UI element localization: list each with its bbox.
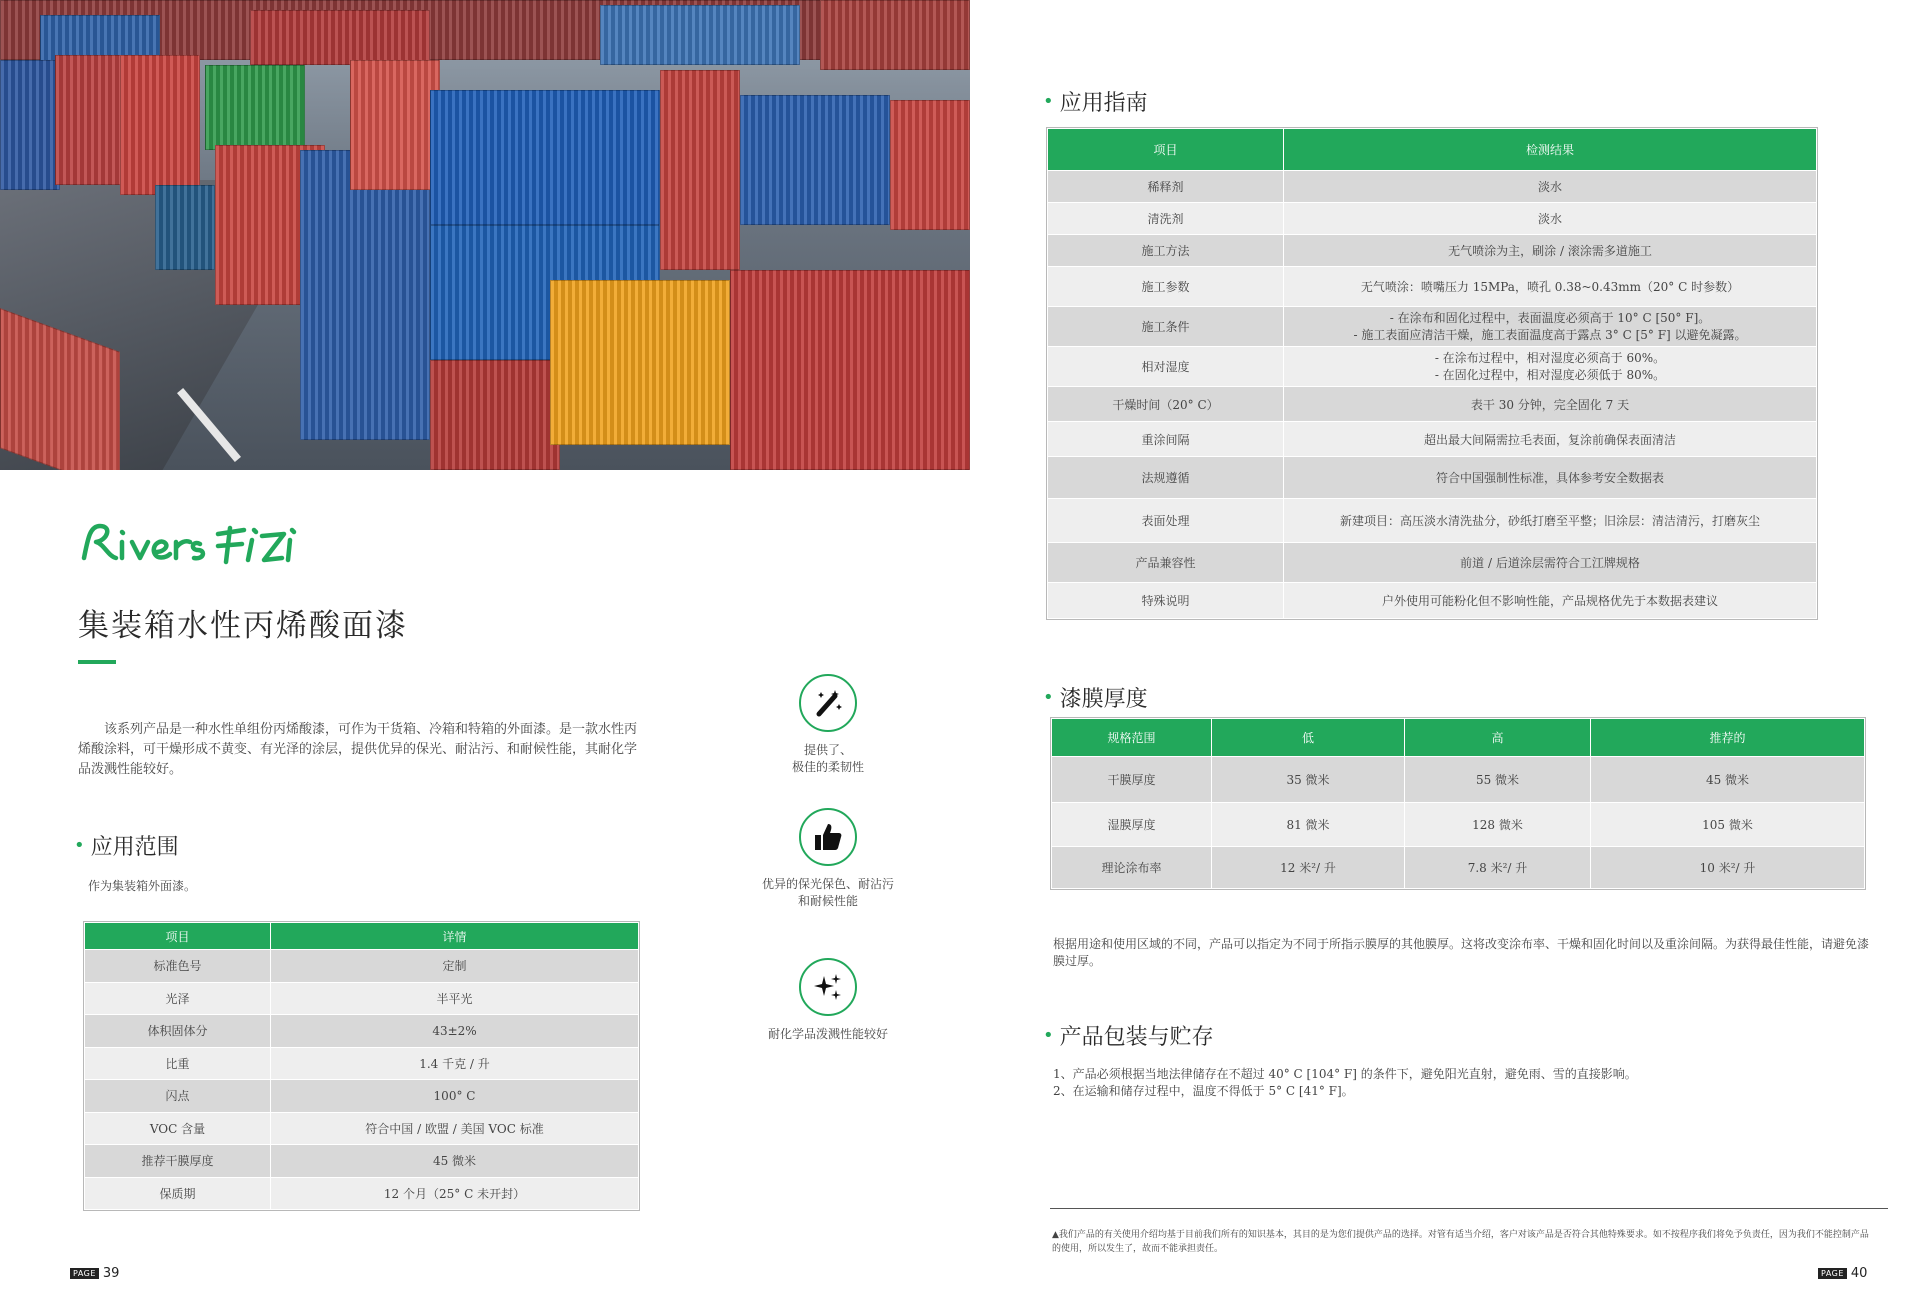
guide-cell: 新建项目：高压淡水清洗盐分，砂纸打磨至平整；旧涂层：清洁清污，打磨灰尘 <box>1284 499 1817 543</box>
rivers-fix-logo <box>78 518 318 570</box>
guide-cell: - 在涂布和固化过程中，表面温度必须高于 10° C [50° F]。 - 施工表面应清洁干燥，施工表面温度高于露点 3° C [5° F] 以避免凝露。 <box>1284 307 1817 347</box>
guide-cell: 稀释剂 <box>1048 171 1284 203</box>
thickness-header: 低 <box>1212 719 1405 757</box>
guide-cell: 前道 / 后道涂层需符合工江牌规格 <box>1284 543 1817 583</box>
guide-cell: 符合中国强制性标准，具体参考安全数据表 <box>1284 457 1817 499</box>
guide-cell: 施工方法 <box>1048 235 1284 267</box>
guide-cell: 施工参数 <box>1048 267 1284 307</box>
scope-cell: 45 微米 <box>271 1145 639 1178</box>
product-intro <box>78 720 638 780</box>
guide-cell: 法规遵循 <box>1048 457 1284 499</box>
feature-flexibility <box>743 674 913 776</box>
guide-cell: 无气喷涂为主，刷涂 / 滚涂需多道施工 <box>1284 235 1817 267</box>
feature-label: 提供了、 <box>803 743 852 757</box>
packaging-text <box>1053 1066 1873 1100</box>
intro-paragraph: 该系列产品是一种水性单组份丙烯酸漆，可作为干货箱、冷箱和特箱的外面漆。是一款水性丙烯酸涂料，可干燥形成不黄变、有光泽的涂层，提供优异的保光、耐沾污、和耐候性能，其耐化学品泼溅性能较好。 <box>78 722 638 777</box>
guide-cell: 干燥时间（20° C） <box>1048 387 1284 422</box>
page-tag: PAGE <box>70 1268 99 1279</box>
page-number-left <box>70 1266 119 1281</box>
feature-label: 优异的保光保色、耐沾污 <box>761 877 894 891</box>
feature-label: 耐化学品泼溅性能较好 <box>767 1027 888 1041</box>
guide-cell: 户外使用可能粉化但不影响性能，产品规格优先于本数据表建议 <box>1284 583 1817 619</box>
scope-cell: 比重 <box>85 1047 271 1080</box>
scope-header-detail: 详情 <box>271 923 639 950</box>
scope-cell: 推荐干膜厚度 <box>85 1145 271 1178</box>
page-number-right <box>1818 1266 1867 1281</box>
thickness-note: 根据用途和使用区域的不同，产品可以指定为不同于所指示膜厚的其他膜厚。这将改变涂布率、干燥和固化时间以及重涂间隔。为获得最佳性能，请避免漆膜过厚。 <box>1053 937 1870 968</box>
guide-cell: - 在涂布过程中，相对湿度必须高于 60%。 - 在固化过程中，相对湿度必须低于 80%。 <box>1284 347 1817 387</box>
scope-cell: 光泽 <box>85 982 271 1015</box>
scope-cell: 闪点 <box>85 1080 271 1113</box>
guide-cell: 清洗剂 <box>1048 203 1284 235</box>
guide-cell: 超出最大间隔需拉毛表面，复涂前确保表面清洁 <box>1284 422 1817 457</box>
thickness-heading: • 漆膜厚度 <box>1043 682 1148 713</box>
page-number: 39 <box>102 1266 120 1281</box>
application-guide-table <box>1047 128 1817 619</box>
thickness-cell: 35 微米 <box>1212 757 1405 803</box>
guide-cell: 重涂间隔 <box>1048 422 1284 457</box>
packaging-heading: • 产品包装与贮存 <box>1043 1020 1214 1051</box>
thumbs-up-icon <box>799 808 857 866</box>
thickness-cell: 7.8 米²/ 升 <box>1405 847 1591 889</box>
scope-cell: 半平光 <box>271 982 639 1015</box>
guide-cell: 表干 30 分钟，完全固化 7 天 <box>1284 387 1817 422</box>
scope-cell: 体积固体分 <box>85 1015 271 1048</box>
guide-cell: 相对湿度 <box>1048 347 1284 387</box>
page-number: 40 <box>1850 1266 1868 1281</box>
film-thickness-table <box>1051 718 1865 889</box>
scope-table <box>84 922 639 1210</box>
footer-divider <box>1050 1208 1888 1209</box>
disclaimer: ▲我们产品的有关使用介绍均基于目前我们所有的知识基本，其目的是为您们提供产品的选择。对管有适当介绍，客户对该产品是否符合其他特殊要求。如不按程序我们将免予负责任，因为我们不能控制产品的使用，所以发生了，故而不能承担责任。 <box>1052 1230 1869 1254</box>
thickness-cell: 128 微米 <box>1405 803 1591 847</box>
guide-cell: 特殊说明 <box>1048 583 1284 619</box>
packaging-line: 2、在运输和储存过程中，温度不得低于 5° C [41° F]。 <box>1053 1084 1354 1098</box>
packaging-line: 1、产品必须根据当地法律储存在不超过 40° C [104° F] 的条件下，避免阳光直射，避免雨、雪的直接影响。 <box>1053 1067 1637 1081</box>
feature-gloss-retention <box>743 808 913 910</box>
thickness-cell: 45 微米 <box>1591 757 1865 803</box>
scope-cell: 定制 <box>271 950 639 983</box>
thickness-cell: 10 米²/ 升 <box>1591 847 1865 889</box>
container-yard-photo <box>0 0 970 470</box>
scope-heading: • 应用范围 <box>74 830 179 861</box>
thickness-header: 推荐的 <box>1591 719 1865 757</box>
thickness-cell: 55 微米 <box>1405 757 1591 803</box>
scope-cell: 1.4 千克 / 升 <box>271 1047 639 1080</box>
thickness-cell: 干膜厚度 <box>1052 757 1212 803</box>
thickness-cell: 105 微米 <box>1591 803 1865 847</box>
guide-header-item: 项目 <box>1048 129 1284 171</box>
thickness-header: 规格范围 <box>1052 719 1212 757</box>
scope-cell: 12 个月（25° C 未开封） <box>271 1177 639 1210</box>
guide-heading: • 应用指南 <box>1043 86 1148 117</box>
guide-cell: 淡水 <box>1284 171 1817 203</box>
page-tag: PAGE <box>1818 1268 1847 1279</box>
wand-icon <box>799 674 857 732</box>
scope-subtitle: 作为集装箱外面漆。 <box>88 879 197 893</box>
feature-chemical-resistance <box>743 958 913 1043</box>
feature-label: 和耐候性能 <box>797 894 858 908</box>
guide-cell: 淡水 <box>1284 203 1817 235</box>
feature-label: 极佳的柔韧性 <box>791 760 864 774</box>
guide-header-result: 检测结果 <box>1284 129 1817 171</box>
guide-cell: 施工条件 <box>1048 307 1284 347</box>
scope-cell: 100° C <box>271 1080 639 1113</box>
guide-cell: 无气喷涂：喷嘴压力 15MPa，喷孔 0.38~0.43mm（20° C 时参数） <box>1284 267 1817 307</box>
guide-cell: 产品兼容性 <box>1048 543 1284 583</box>
guide-cell: 表面处理 <box>1048 499 1284 543</box>
thickness-cell: 12 米²/ 升 <box>1212 847 1405 889</box>
scope-cell: 标准色号 <box>85 950 271 983</box>
scope-cell: 保质期 <box>85 1177 271 1210</box>
thickness-cell: 湿膜厚度 <box>1052 803 1212 847</box>
thickness-cell: 81 微米 <box>1212 803 1405 847</box>
product-title: 集装箱水性丙烯酸面漆 <box>78 608 408 644</box>
scope-cell: VOC 含量 <box>85 1112 271 1145</box>
scope-cell: 符合中国 / 欧盟 / 美国 VOC 标准 <box>271 1112 639 1145</box>
thickness-cell: 理论涂布率 <box>1052 847 1212 889</box>
scope-header-item: 项目 <box>85 923 271 950</box>
scope-cell: 43±2% <box>271 1015 639 1048</box>
thickness-header: 高 <box>1405 719 1591 757</box>
title-underline <box>78 660 116 664</box>
sparkle-icon <box>799 958 857 1016</box>
